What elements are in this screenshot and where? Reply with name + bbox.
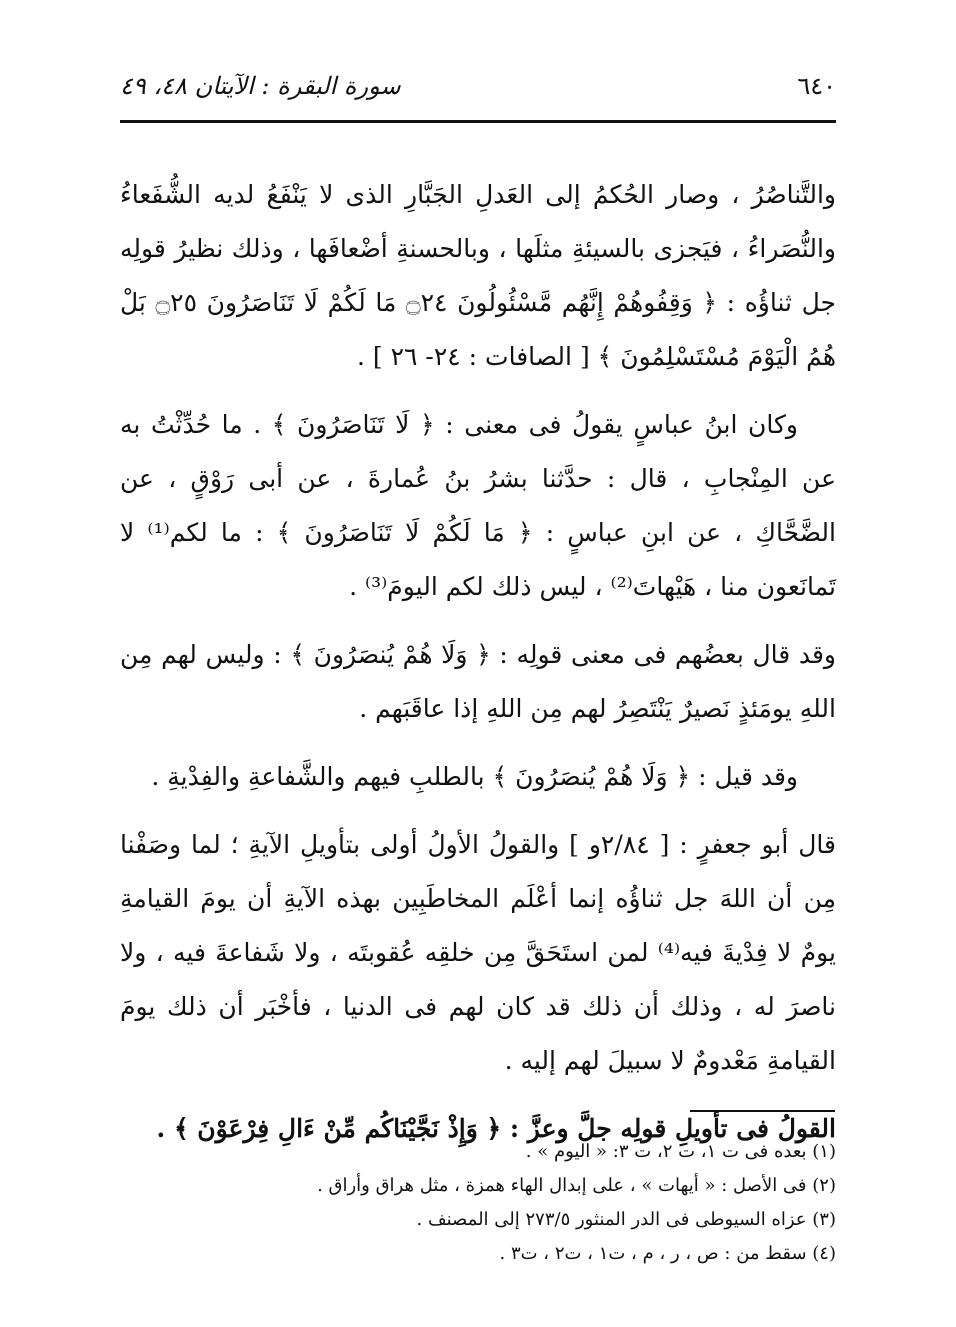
footnotes <box>120 1135 836 1271</box>
paragraph-5: قال أبو جعفرٍ : [ ٢/٨٤و ] والقولُ الأولُ أولى بتأويلِ الآيةِ ؛ لما وصَفْنا مِن أن اللهَ جل ثناؤُه إنما أعْلَم المخاطَبِين بهذه الآيةِ أن يومَ القيامةِ يومٌ لا فِدْيةَ فيه⁽⁴⁾ لمن استَحَقَّ مِن خلقِه عُقوبتَه ، ولا شَفاعةَ فيه ، ولا ناصرَ له ، وذلك أن ذلك قد كان لهم فى الدنيا ، فأخْبَر أن ذلك يومَ القيامةِ مَعْدومٌ لا سبيلَ لهم إليه . <box>120 830 837 1075</box>
paragraph-2: وكان ابنُ عباسٍ يقولُ فى معنى : ﴿ لَا تَنَاصَرُونَ ﴾ . ما حُدِّثْتُ به عن المِنْجابِ ، قال : حدَّثنا بشرُ بنُ عُمارةَ ، عن أبى رَوْقٍ ، عن الضَّحَّاكِ ، عن ابنِ عباسٍ : ﴿ مَا لَكُمْ لَا تَنَاصَرُونَ ﴾ : ما لكم⁽¹⁾ لا تَمانَعون منا ، هَيْهاتَ⁽²⁾ ، ليس ذلك لكم اليومَ⁽³⁾ . <box>120 410 836 601</box>
paragraph-4: وقد قيل : ﴿ وَلَا هُمْ يُنصَرُونَ ﴾ بالطلبِ فيهم والشَّفاعةِ والفِدْيةِ . <box>151 762 798 791</box>
paragraph-6-section-heading: القولُ فى تأويلِ قولِه جلَّ وعزَّ : ﴿ وَإِذْ نَجَّيْنَاكُم مِّنْ ءَالِ فِرْعَوْنَ ﴾ . <box>156 1114 836 1143</box>
paragraph-1: والتَّناصُرُ ، وصار الحُكمُ إلى العَدلِ الجَبَّارِ الذى لا يَنْفَعُ لديه الشُّفَعاءُ والنُّصَراءُ ، فيَجزى بالسيئةِ مثلَها ، وبالحسنةِ أضْعافَها ، وذلك نظيرُ قولِه جل ثناؤُه : ﴿ وَقِفُوهُمْ إِنَّهُم مَّسْئُولُونَ ۝٢٤ مَا لَكُمْ لَا تَنَاصَرُونَ ۝٢٥ بَلْ هُمُ الْيَوْمَ مُسْتَسْلِمُونَ ﴾ [ الصافات : ٢٤- ٢٦ ] . <box>120 180 836 371</box>
footnote-1: (١) بعده فى ت ١، ت ٢، ت ٣: « اليوم » . <box>525 1141 836 1162</box>
main-text <box>120 168 836 1170</box>
header-rule <box>120 120 836 123</box>
footnote-2: (٢) فى الأصل : « أيهات » ، على إبدال الهاء همزة ، مثل هراق وأراق . <box>317 1175 836 1196</box>
page-number: ٦٤٠ <box>797 72 836 100</box>
page-header <box>120 60 836 100</box>
footnotes-rule <box>690 1110 835 1112</box>
footnote-4: (٤) سقط من : ص ، ر ، م ، ت١ ، ت٢ ، ت٣ . <box>499 1243 836 1264</box>
footnote-3: (٣) عزاه السيوطى فى الدر المنثور ٢٧٣/٥ إلى المصنف . <box>416 1209 836 1230</box>
paragraph-3: وقد قال بعضُهم فى معنى قولِه : ﴿ وَلَا هُمْ يُنصَرُونَ ﴾ : وليس لهم مِن اللهِ يومَئذٍ نَصيرٌ يَنْتَصِرُ لهم مِن اللهِ إذا عاقَبَهم . <box>120 640 836 723</box>
running-title: سورة البقرة : الآيتان ٤٨، ٤٩ <box>120 72 401 100</box>
